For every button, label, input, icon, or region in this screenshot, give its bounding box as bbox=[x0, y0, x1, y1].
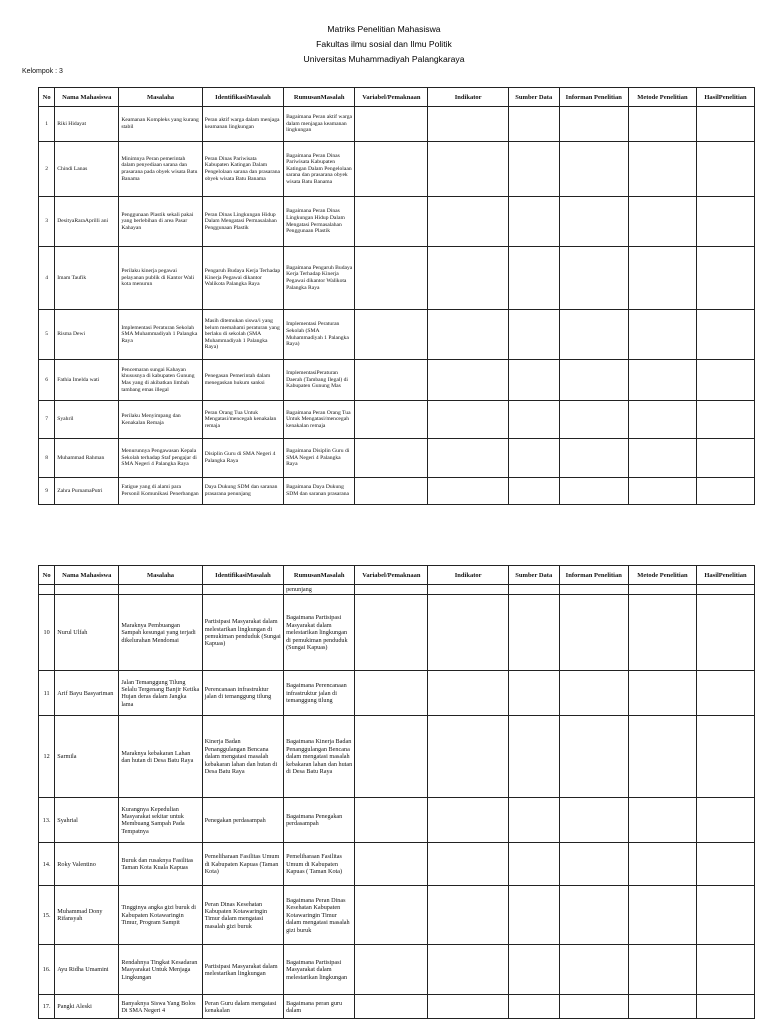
cell-metode bbox=[628, 401, 696, 439]
cell-identifikasi: Peran Dinas Kesehatan Kabupaten Kotawaringin Timur dalam mengatasi masalah gizi buruk bbox=[202, 886, 283, 945]
cell-rumusan: penunjang bbox=[284, 585, 355, 595]
document-title-block bbox=[0, 22, 768, 67]
col-header-rumusan: RumusanMasalah bbox=[284, 566, 355, 585]
cell-sumber-data bbox=[508, 107, 559, 142]
cell-nama: Syahrial bbox=[55, 798, 119, 843]
cell-rumusan: Implementasi Peraturan Sekolah (SMA Muhammadiyah 1 Palangka Raya) bbox=[284, 310, 355, 360]
cell-informan bbox=[559, 843, 628, 886]
cell-metode bbox=[628, 478, 696, 505]
cell-variabel bbox=[355, 945, 428, 995]
cell-variabel bbox=[355, 197, 428, 247]
table-body-1 bbox=[39, 107, 755, 505]
cell-variabel bbox=[355, 671, 428, 716]
cell-nama: Nurul Ulfah bbox=[55, 595, 119, 671]
cell-metode bbox=[628, 671, 696, 716]
col-header-rumusan: RumusanMasalah bbox=[284, 88, 355, 107]
cell-identifikasi: Pemeliharaan Fasilitas Umum di Kabupaten Kapuas (Taman Kota) bbox=[202, 843, 283, 886]
cell-variabel bbox=[355, 107, 428, 142]
cell-no: 5 bbox=[39, 310, 55, 360]
cell-nama bbox=[55, 585, 119, 595]
cell-hasil bbox=[696, 142, 754, 197]
cell-masalah: Buruk dan rusaknya Fasilitas Taman Kota Kuala Kapuas bbox=[119, 843, 202, 886]
cell-indikator bbox=[428, 995, 508, 1019]
cell-indikator bbox=[428, 310, 508, 360]
cell-informan bbox=[559, 197, 628, 247]
cell-nama: Pangki Aleski bbox=[55, 995, 119, 1019]
cell-nama: Muhammad Rahman bbox=[55, 439, 119, 478]
cell-masalah: Perilaku kinerja pegawai pelayanan publik di Kantor Wali kota menurun bbox=[119, 247, 202, 310]
table-row bbox=[39, 401, 755, 439]
table-row bbox=[39, 142, 755, 197]
cell-metode bbox=[628, 439, 696, 478]
cell-masalah: Jalan Temanggung Tilung Selalu Tergenang Banjir Ketika Hujan deras dalam Jangka lama bbox=[119, 671, 202, 716]
cell-identifikasi: Pengaruh Budaya Kerja Terhadap Kinerja Pegawai dikantor Walikota Palangka Raya bbox=[202, 247, 283, 310]
cell-hasil bbox=[696, 310, 754, 360]
cell-sumber-data bbox=[508, 247, 559, 310]
cell-no: 8 bbox=[39, 439, 55, 478]
cell-masalah: Maraknya kebakaran Lahan dan hutan di Desa Batu Raya bbox=[119, 716, 202, 798]
cell-sumber-data bbox=[508, 310, 559, 360]
cell-rumusan: Bagaimana Penegakan perdasampah bbox=[284, 798, 355, 843]
cell-no: 12 bbox=[39, 716, 55, 798]
cell-indikator bbox=[428, 798, 508, 843]
cell-no: 14. bbox=[39, 843, 55, 886]
cell-informan bbox=[559, 478, 628, 505]
cell-metode bbox=[628, 107, 696, 142]
cell-hasil bbox=[696, 360, 754, 401]
cell-no: 13. bbox=[39, 798, 55, 843]
col-header-metode: Metode Penelitian bbox=[628, 88, 696, 107]
cell-no: 9 bbox=[39, 478, 55, 505]
cell-metode bbox=[628, 310, 696, 360]
col-header-informan: Informan Penelitian bbox=[559, 566, 628, 585]
col-header-variabel: Variabel/Pemaknaan bbox=[355, 566, 428, 585]
cell-identifikasi: Perencanaan infrastruktur jalan di temanggung tilung bbox=[202, 671, 283, 716]
cell-rumusan: Bagaimana Peran Orang Tua Untuk Mengatasi/mencegah kenakalan remaja bbox=[284, 401, 355, 439]
cell-nama: Chindi Lanas bbox=[55, 142, 119, 197]
col-header-sumber-data: Sumber Data bbox=[508, 566, 559, 585]
cell-identifikasi: Peran Dinas Lingkungan Hidup Dalam Mengatasi Permasalahan Penggunaan Plastik bbox=[202, 197, 283, 247]
cell-nama: Riki Hidayat bbox=[55, 107, 119, 142]
cell-metode bbox=[628, 716, 696, 798]
table-header-row bbox=[39, 566, 755, 585]
cell-variabel bbox=[355, 401, 428, 439]
cell-rumusan: Pemeliharaan Fasilitas Umum di Kabupaten Kapuas ( Taman Kota) bbox=[284, 843, 355, 886]
title-line-3: Universitas Muhammadiyah Palangkaraya bbox=[303, 54, 465, 64]
cell-identifikasi: Peran Guru dalam mengatasi kenakalan bbox=[202, 995, 283, 1019]
col-header-no: No bbox=[39, 566, 55, 585]
col-header-sumber-data: Sumber Data bbox=[508, 88, 559, 107]
cell-informan bbox=[559, 310, 628, 360]
cell-informan bbox=[559, 360, 628, 401]
cell-no: 7 bbox=[39, 401, 55, 439]
cell-no: 6 bbox=[39, 360, 55, 401]
cell-identifikasi: Peran Dinas Pariwisata Kabupaten Katingan Dalam Pengelolaan sarana dan prasarana obyek wisata Batu Banama bbox=[202, 142, 283, 197]
table-row bbox=[39, 716, 755, 798]
cell-rumusan: Bagaimana Peran Dinas Pariwisata Kabupaten Katingan Dalam Pengelolaan sarana dan prasarana obyek wisata Batu Banama bbox=[284, 142, 355, 197]
cell-no: 16. bbox=[39, 945, 55, 995]
cell-variabel bbox=[355, 886, 428, 945]
cell-indikator bbox=[428, 401, 508, 439]
cell-informan bbox=[559, 401, 628, 439]
cell-informan bbox=[559, 995, 628, 1019]
cell-masalah: Menurunnya Pengawasan Kepala Sekolah terhadap Staf pengajar di SMA Negeri 4 Palangka Raya bbox=[119, 439, 202, 478]
cell-identifikasi: Daya Dukung SDM dan saranan prasarana penunjang bbox=[202, 478, 283, 505]
cell-metode bbox=[628, 843, 696, 886]
cell-informan bbox=[559, 798, 628, 843]
cell-variabel bbox=[355, 142, 428, 197]
col-header-no: No bbox=[39, 88, 55, 107]
cell-indikator bbox=[428, 439, 508, 478]
table-row bbox=[39, 798, 755, 843]
cell-hasil bbox=[696, 197, 754, 247]
cell-indikator bbox=[428, 671, 508, 716]
cell-sumber-data bbox=[508, 360, 559, 401]
cell-no bbox=[39, 585, 55, 595]
table-row bbox=[39, 478, 755, 505]
cell-metode bbox=[628, 247, 696, 310]
cell-hasil bbox=[696, 671, 754, 716]
cell-nama: Risma Dewi bbox=[55, 310, 119, 360]
cell-masalah: Keamanan Kompleks yang kurang stabil bbox=[119, 107, 202, 142]
cell-identifikasi: Penegasan Pemerintah dalam menegaskan hukum sanksi bbox=[202, 360, 283, 401]
cell-no: 3 bbox=[39, 197, 55, 247]
cell-variabel bbox=[355, 478, 428, 505]
cell-hasil bbox=[696, 945, 754, 995]
cell-metode bbox=[628, 360, 696, 401]
cell-indikator bbox=[428, 107, 508, 142]
col-header-indikator: Indikator bbox=[428, 88, 508, 107]
col-header-nama: Nama Mahasiswa bbox=[55, 88, 119, 107]
col-header-masalah: Masalaha bbox=[119, 566, 202, 585]
table-body-2 bbox=[39, 585, 755, 1019]
cell-variabel bbox=[355, 843, 428, 886]
cell-metode bbox=[628, 945, 696, 995]
cell-hasil bbox=[696, 886, 754, 945]
cell-nama: Syahril bbox=[55, 401, 119, 439]
cell-rumusan: Bagaimana Partisipasi Masyarakat dalam melestarikan lingkungan di pemukiman penduduk (Sungai Kapuas) bbox=[284, 595, 355, 671]
cell-variabel bbox=[355, 360, 428, 401]
table-row bbox=[39, 360, 755, 401]
cell-no: 15. bbox=[39, 886, 55, 945]
cell-informan bbox=[559, 886, 628, 945]
cell-sumber-data bbox=[508, 585, 559, 595]
cell-informan bbox=[559, 671, 628, 716]
cell-variabel bbox=[355, 716, 428, 798]
cell-nama: Fathia Imelda wati bbox=[55, 360, 119, 401]
title-line-1: Matriks Penelitian Mahasiswa bbox=[327, 24, 441, 34]
table-row bbox=[39, 995, 755, 1019]
cell-hasil bbox=[696, 798, 754, 843]
cell-rumusan: Bagaimana Daya Dukung SDM dan saranan prasarana bbox=[284, 478, 355, 505]
table-row bbox=[39, 945, 755, 995]
cell-metode bbox=[628, 142, 696, 197]
cell-sumber-data bbox=[508, 995, 559, 1019]
cell-sumber-data bbox=[508, 716, 559, 798]
research-matrix-table-1 bbox=[38, 87, 755, 505]
cell-indikator bbox=[428, 197, 508, 247]
cell-rumusan: Bagaimana Partisipasi Masyarakat dalam melestarikan lingkungan bbox=[284, 945, 355, 995]
cell-no: 11 bbox=[39, 671, 55, 716]
cell-indikator bbox=[428, 360, 508, 401]
cell-indikator bbox=[428, 716, 508, 798]
cell-sumber-data bbox=[508, 945, 559, 995]
cell-indikator bbox=[428, 945, 508, 995]
cell-nama: Roky Valentino bbox=[55, 843, 119, 886]
cell-metode bbox=[628, 798, 696, 843]
cell-masalah bbox=[119, 585, 202, 595]
table-row bbox=[39, 585, 755, 595]
cell-informan bbox=[559, 585, 628, 595]
cell-sumber-data bbox=[508, 595, 559, 671]
cell-no: 2 bbox=[39, 142, 55, 197]
cell-identifikasi: Partisipasi Masyarakat dalam melestarikan lingkungan di pemukiman penduduk (Sungai Kapuas) bbox=[202, 595, 283, 671]
cell-hasil bbox=[696, 716, 754, 798]
cell-masalah: Tingginya angka gizi buruk di Kabupaten Kotawaringin Timur, Program Sampit bbox=[119, 886, 202, 945]
cell-identifikasi: Disiplin Guru di SMA Negeri 4 Palangka Raya bbox=[202, 439, 283, 478]
cell-nama: Imam Taufik bbox=[55, 247, 119, 310]
title-line-2: Fakultas ilmu sosial dan Ilmu Politik bbox=[316, 39, 452, 49]
table-header-row bbox=[39, 88, 755, 107]
cell-identifikasi: Penegakan perdasampah bbox=[202, 798, 283, 843]
cell-informan bbox=[559, 945, 628, 995]
cell-no: 4 bbox=[39, 247, 55, 310]
cell-no: 1 bbox=[39, 107, 55, 142]
cell-nama: Sarmila bbox=[55, 716, 119, 798]
cell-rumusan: Bagaimana Pengaruh Budaya Kerja Terhadap Kinerja Pegawai dikantor Walikota Palangka Raya bbox=[284, 247, 355, 310]
cell-variabel bbox=[355, 439, 428, 478]
cell-metode bbox=[628, 886, 696, 945]
cell-informan bbox=[559, 716, 628, 798]
cell-identifikasi bbox=[202, 585, 283, 595]
cell-rumusan: Bagaimana Kinerja Badan Penanggulangan Bencana dalam mengatasi masalah kebakaran lahan dan hutan di Desa Batu Raya bbox=[284, 716, 355, 798]
cell-hasil bbox=[696, 478, 754, 505]
cell-variabel bbox=[355, 585, 428, 595]
table-row bbox=[39, 439, 755, 478]
cell-indikator bbox=[428, 247, 508, 310]
cell-sumber-data bbox=[508, 843, 559, 886]
cell-indikator bbox=[428, 886, 508, 945]
cell-variabel bbox=[355, 995, 428, 1019]
cell-identifikasi: Peran Orang Tua Untuk Mengatasi/mencegah kenakalan remaja bbox=[202, 401, 283, 439]
cell-hasil bbox=[696, 585, 754, 595]
cell-nama: DesityaRaraAprilli ani bbox=[55, 197, 119, 247]
cell-rumusan: Bagaimana Peran Dinas Kesehatan Kabupaten Kotawaringin Timur dalam mengatasi masalah gizi buruk bbox=[284, 886, 355, 945]
cell-rumusan: Bagaimana Disiplin Guru di SMA Negeri 4 Palangka Raya bbox=[284, 439, 355, 478]
cell-sumber-data bbox=[508, 197, 559, 247]
cell-variabel bbox=[355, 798, 428, 843]
cell-nama: Zahra PurnamaPutri bbox=[55, 478, 119, 505]
cell-nama: Arif Bayu Basyariman bbox=[55, 671, 119, 716]
cell-masalah: Rendahnya Tingkat Kesadaran Masyarakat Untuk Menjaga Lingkungan bbox=[119, 945, 202, 995]
cell-hasil bbox=[696, 843, 754, 886]
cell-masalah: Maraknya Pembuangan Sampah kesungai yang terjadi dikelurahan Mendomai bbox=[119, 595, 202, 671]
cell-indikator bbox=[428, 478, 508, 505]
research-matrix-table-2 bbox=[38, 565, 755, 1019]
col-header-identifikasi: IdentifikasiMasalah bbox=[202, 566, 283, 585]
cell-sumber-data bbox=[508, 401, 559, 439]
cell-masalah: Minimnya Peran pemerintah dalam penyediaan sarana dan prasarana pada obyek wisata Batu Banama bbox=[119, 142, 202, 197]
cell-rumusan: ImplementasiPeraturan Daerah (Tambang Ilegal) di Kabupaten Gunung Mas bbox=[284, 360, 355, 401]
cell-metode bbox=[628, 595, 696, 671]
cell-nama: Ayu Ridha Umamini bbox=[55, 945, 119, 995]
cell-metode bbox=[628, 995, 696, 1019]
col-header-variabel: Variabel/Pemaknaan bbox=[355, 88, 428, 107]
table-row bbox=[39, 843, 755, 886]
table-row bbox=[39, 310, 755, 360]
cell-sumber-data bbox=[508, 478, 559, 505]
cell-masalah: Perilaku Menyimpang dan Kenakalan Remaja bbox=[119, 401, 202, 439]
table-row bbox=[39, 107, 755, 142]
cell-sumber-data bbox=[508, 142, 559, 197]
table-row bbox=[39, 886, 755, 945]
cell-variabel bbox=[355, 595, 428, 671]
cell-masalah: Banyaknya Siswa Yang Bolos Di SMA Negeri 4 bbox=[119, 995, 202, 1019]
cell-masalah: Kurangnya Kepedulian Masyarakat sekitar untuk Membuang Sampah Pada Tempatnya bbox=[119, 798, 202, 843]
cell-identifikasi: Kinerja Badan Penanggulangan Bencana dalam mengatasi masalah kebakaran lahan dan hutan di Desa Batu Raya bbox=[202, 716, 283, 798]
cell-hasil bbox=[696, 595, 754, 671]
col-header-hasil: HasilPenelitian bbox=[696, 88, 754, 107]
col-header-masalah: Masalaha bbox=[119, 88, 202, 107]
table-row bbox=[39, 247, 755, 310]
table-row bbox=[39, 197, 755, 247]
cell-identifikasi: Masih ditemukan siswa/i yang belum memahami peraturan yang berlaku di sekolah (SMA Muhammadiyah 1 Palangka Raya) bbox=[202, 310, 283, 360]
cell-informan bbox=[559, 439, 628, 478]
cell-rumusan: Bagaimana Peran Dinas Lingkungan Hidup Dalam Mengatasi Permasalahan Penggunaan Plastik bbox=[284, 197, 355, 247]
kelompok-label: Kelompok : 3 bbox=[22, 68, 63, 75]
cell-sumber-data bbox=[508, 439, 559, 478]
col-header-identifikasi: IdentifikasiMasalah bbox=[202, 88, 283, 107]
cell-identifikasi: Peran aktif warga dalam menjaga keamanan lingkungan bbox=[202, 107, 283, 142]
cell-indikator bbox=[428, 585, 508, 595]
cell-metode bbox=[628, 197, 696, 247]
cell-masalah: Penggunaan Plastik sekali pakai yang berlebihan di area Pasar Kahayan bbox=[119, 197, 202, 247]
cell-indikator bbox=[428, 595, 508, 671]
cell-sumber-data bbox=[508, 671, 559, 716]
table-row bbox=[39, 595, 755, 671]
cell-informan bbox=[559, 107, 628, 142]
cell-rumusan: Bagaimana Perencanaan infrastruktur jalan di temanggung tilung bbox=[284, 671, 355, 716]
cell-informan bbox=[559, 142, 628, 197]
cell-rumusan: Bagaimana Peran aktif warga dalam menjagaa keamanan lingkungan bbox=[284, 107, 355, 142]
cell-hasil bbox=[696, 439, 754, 478]
col-header-nama: Nama Mahasiswa bbox=[55, 566, 119, 585]
cell-variabel bbox=[355, 310, 428, 360]
col-header-indikator: Indikator bbox=[428, 566, 508, 585]
table-row bbox=[39, 671, 755, 716]
col-header-hasil: HasilPenelitian bbox=[696, 566, 754, 585]
cell-masalah: Implementasi Peraturan Sekolah SMA Muhammadiyah 1 Palangka Raya bbox=[119, 310, 202, 360]
cell-no: 17. bbox=[39, 995, 55, 1019]
cell-masalah: Pencemaran sungai Kahayan khususnya di kabupaten Gunung Mas yang di akibatkan limbah tambang emas illegal bbox=[119, 360, 202, 401]
cell-masalah: Fatigue yang di alami para Personil Komunikasi Penerbangan bbox=[119, 478, 202, 505]
cell-sumber-data bbox=[508, 798, 559, 843]
cell-identifikasi: Partisipasi Masyarakat dalam melestarikan lingkungan bbox=[202, 945, 283, 995]
cell-hasil bbox=[696, 995, 754, 1019]
cell-hasil bbox=[696, 247, 754, 310]
cell-hasil bbox=[696, 401, 754, 439]
cell-nama: Muhammad Dony Rifansyah bbox=[55, 886, 119, 945]
cell-sumber-data bbox=[508, 886, 559, 945]
cell-no: 10 bbox=[39, 595, 55, 671]
cell-indikator bbox=[428, 142, 508, 197]
col-header-metode: Metode Penelitian bbox=[628, 566, 696, 585]
cell-indikator bbox=[428, 843, 508, 886]
cell-variabel bbox=[355, 247, 428, 310]
cell-informan bbox=[559, 595, 628, 671]
cell-metode bbox=[628, 585, 696, 595]
cell-rumusan: Bagaimana peran guru dalam bbox=[284, 995, 355, 1019]
cell-hasil bbox=[696, 107, 754, 142]
cell-informan bbox=[559, 247, 628, 310]
col-header-informan: Informan Penelitian bbox=[559, 88, 628, 107]
